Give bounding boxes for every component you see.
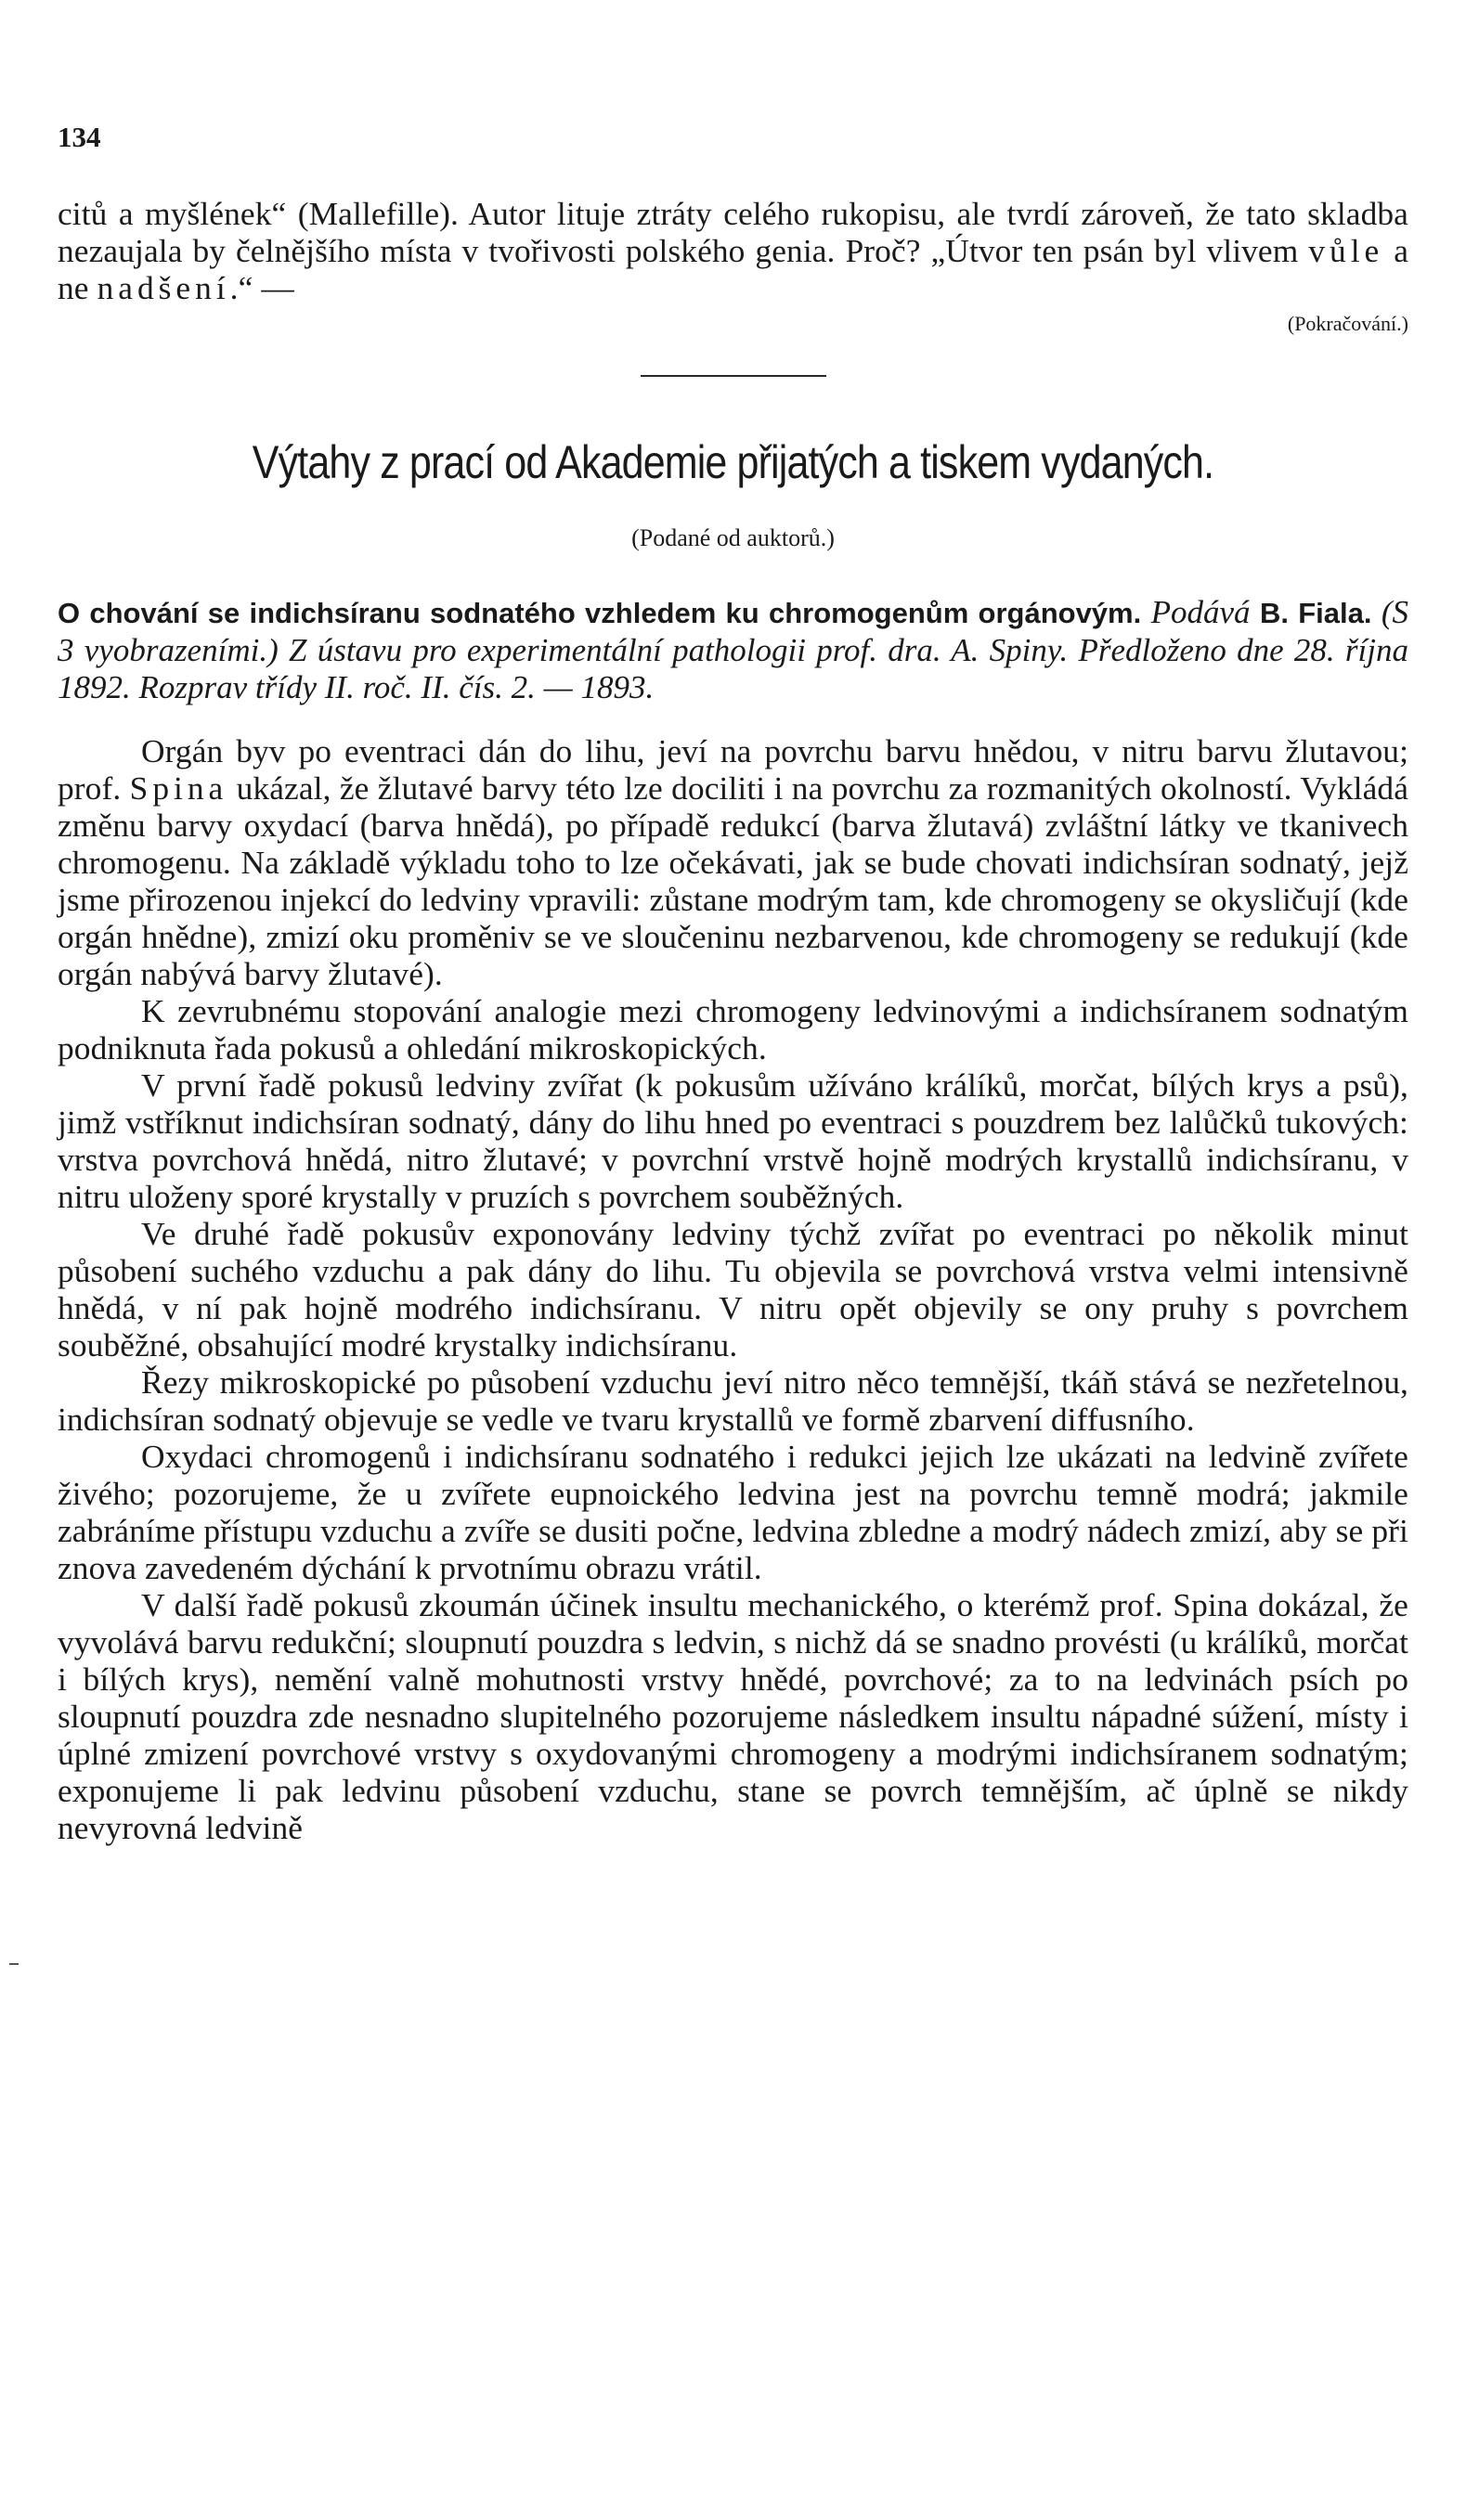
section-subtitle: (Podané od auktorů.) [631, 524, 835, 551]
text-column [58, 195, 1408, 1846]
paragraph-6: Oxydaci chromogenů i indichsíranu sodnatého i redukci jejich lze ukázati na ledvině zvířete živého; pozorujeme, že u zvířete eupnoického ledvina jest na povrchu temně modrá; jakmile zabráníme přístupu vzduchu a zvíře se dusiti počne, ledvina zbledne a modrý nádech zmizí, aby se při znova zavedeném dýchání k prvotnímu obrazu vrátil. [58, 1438, 1408, 1586]
article-author: B. Fiala. [1259, 597, 1372, 629]
paragraph-4: Ve druhé řadě pokusův exponovány ledviny týchž zvířat po eventraci po několik minut působení suchého vzduchu a pak dány do lihu. Tu objevila se povrchová vrstva velmi intensivně hnědá, v ní pak hojně modrého indichsíranu. V nitru opět objevily se ony pruhy s povrchem souběžné, obsahující modré krystalky indichsíranu. [58, 1215, 1408, 1363]
intro-paragraph [58, 195, 1408, 306]
section-title: Výtahy z prací od Akademie přijatých a tiskem vydaných. [252, 436, 1214, 488]
page-number: 134 [58, 121, 101, 153]
paragraph-2: K zevrubnému stopování analogie mezi chromogeny ledvinovými a indichsíranem sodnatým podniknuta řada pokusů a ohledání mikroskopických. [58, 992, 1408, 1066]
continued-note: (Pokračování.) [1287, 312, 1408, 335]
emphasis-will: vůle [1308, 232, 1384, 269]
emphasis-spina: Spina [129, 769, 228, 807]
paragraph-5: Řezy mikroskopické po působení vzduchu jeví nitro něco temnější, tkáň stává se nezřetelnou, indichsíran sodnatý objevuje se vedle ve tvaru krystallů ve formě zbarvení diffusního. [58, 1363, 1408, 1438]
paragraph-1 [58, 732, 1408, 992]
intro-text: citů a myšlének“ (Mallefille). Autor lituje ztráty celého rukopisu, ale tvrdí zároveň, že tato skladba nezaujala by čelnějšího místa v tvořivosti polského genia. Proč? „Útvor ten psán byl vlivem [58, 195, 1408, 269]
paragraph-1-start: Orgán byv po eventraci dán do lihu, jeví na povrchu barvu hnědou, v nitru barvu žlutavou; prof. [58, 732, 1408, 807]
intro-text-mid: a ne [58, 232, 1409, 306]
presenter-label: Podává [1150, 594, 1251, 630]
article-heading [58, 594, 1408, 706]
intro-text-end: .“ — [229, 269, 294, 306]
margin-mark [9, 1963, 19, 1965]
paragraph-7: V další řadě pokusů zkoumán účinek insultu mechanického, o kterémž prof. Spina dokázal, že vyvolává barvu redukční; sloupnutí pouzdra s ledvin, s nichž dá se snadno provésti (u králíků, morčat i bílých krys), nemění valně mohutnosti vrstvy hnědé, povrchové; za to na ledvinách psích po sloupnutí pouzdra zde nesnadno slupitelného pozorujeme následkem insultu nápadné súžení, místy i úplné zmizení povrchové vrstvy s oxydovanými chromogeny a modrými indichsíranem sodnatým; exponujeme li pak ledvinu působení vzduchu, stane se povrch temnějším, ač úplně se nikdy nevyrovná ledvině [58, 1586, 1408, 1846]
paragraph-1-rest: ukázal, že žlutavé barvy této lze dociliti i na povrchu za rozmanitých okolností. Vykládá změnu barvy oxydací (barva hnědá), po případě redukcí (barva žlutavá) zvláštní látky ve tkanivech chromogenu. Na základě výkladu toho to lze očekávati, jak se bude chovati indichsíran sodnatý, jejž jsme přirozenou injekcí do ledviny vpravili: zůstane modrým tam, kde chromogeny se okysličují (kde orgán hnědne), zmizí oku proměniv se ve sloučeninu nezbarvenou, kde chromogeny se redukují (kde orgán nabývá barvy žlutavé). [58, 769, 1408, 992]
section-divider [641, 375, 826, 377]
article-title: O chování se indichsíranu sodnatého vzhledem ku chromogenům orgánovým. [58, 597, 1142, 629]
spacer [58, 706, 1408, 732]
emphasis-enthusiasm: nadšení [97, 269, 230, 306]
paragraph-3: V první řadě pokusů ledviny zvířat (k pokusům užíváno králíků, morčat, bílých krys a psů), jimž vstříknut indichsíran sodnatý, dány do lihu hned po eventraci s pouzdrem bez lalůčků tukových: vrstva povrchová hnědá, nitro žlutavé; v povrchní vrstvě hojně modrých krystallů indichsíranu, v nitru uloženy sporé krystally v pruzích s povrchem souběžných. [58, 1066, 1408, 1215]
article-details: (S 3 vyobrazeními.) Z ústavu pro experimentální pathologii prof. dra. A. Spiny. Předloženo dne 28. října 1892. Rozprav třídy II. roč. II. čís. 2. — 1893. [58, 594, 1408, 705]
